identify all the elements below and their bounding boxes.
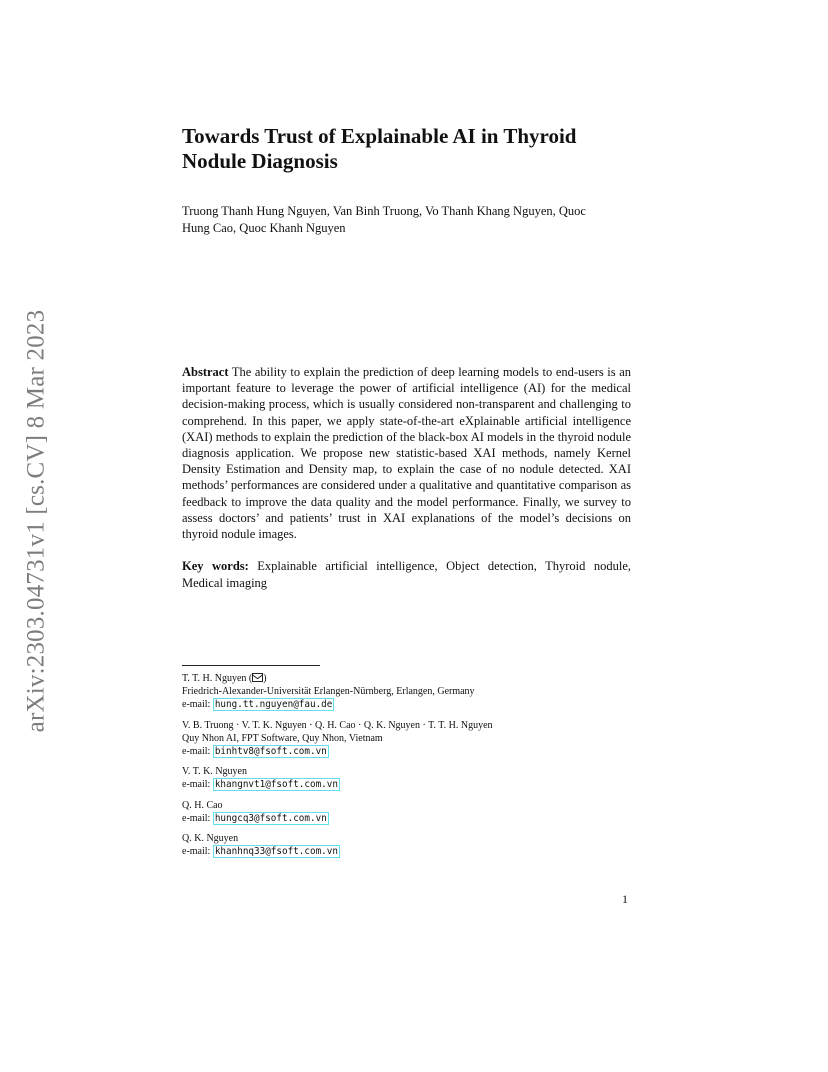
group-affiliation: Quy Nhon AI, FPT Software, Quy Nhon, Vietnam — [182, 732, 383, 744]
author-footnotes — [182, 672, 602, 865]
corresponding-author-name-close: ) — [263, 673, 267, 684]
title-line: Towards Trust of Explainable AI in Thyroid — [182, 124, 577, 148]
footnote-author — [182, 799, 602, 825]
keywords-label: Key words: — [182, 559, 249, 573]
authors-line: Hung Cao, Quoc Khanh Nguyen — [182, 221, 346, 235]
corresponding-author-affiliation: Friedrich-Alexander-Universität Erlangen-Nürnberg, Erlangen, Germany — [182, 686, 475, 698]
footnote-corresponding-author — [182, 672, 602, 712]
email-label: e-mail: — [182, 846, 211, 858]
corresponding-author-name: T. T. H. Nguyen ( — [182, 673, 253, 684]
arxiv-identifier-text: arXiv:2303.04731v1 [cs.CV] 8 Mar 2023 — [22, 309, 49, 733]
abstract-label: Abstract — [182, 365, 229, 379]
author-name: V. T. K. Nguyen — [182, 766, 247, 778]
email-link[interactable]: khangnvt1@fsoft.com.vn — [214, 779, 338, 791]
email-label: e-mail: — [182, 746, 211, 758]
page-number: 1 — [622, 892, 628, 906]
author-name: Q. K. Nguyen — [182, 833, 239, 845]
email-link[interactable]: binhtv8@fsoft.com.vn — [214, 746, 327, 758]
email-label: e-mail: — [182, 779, 211, 791]
title-line: Nodule Diagnosis — [182, 149, 338, 173]
envelope-icon — [252, 673, 263, 682]
footnote-author — [182, 832, 602, 858]
paper-title — [182, 124, 642, 174]
keywords-text: Explainable artificial intelligence, Object detection, Thyroid nodule, Medical imaging — [182, 559, 631, 590]
email-link[interactable]: hung.tt.nguyen@fau.de — [214, 699, 333, 711]
footnote-group-affiliation — [182, 719, 602, 759]
abstract-text: The ability to explain the prediction of deep learning models to end-users is an important feature to leverage the power of artificial intelligence (AI) for the medical decision-making process, which is usually considered non-transparent and challenging to comprehend. In this paper, we apply state-of-the-art eXplainable artificial intelligence (XAI) methods to explain the prediction of the black-box AI models in the thyroid nodule diagnosis application. We propose new statistic-based XAI methods, namely Kernel Density Estimation and Density map, to explain the case of no nodule detected. XAI methods’ performances are considered under a qualitative and quantitative comparison as feedback to improve the data quality and the model performance. Finally, we survey to assess doctors’ and patients’ trust in XAI explanations of the model’s decisions on thyroid nodule images. — [182, 365, 631, 542]
author-name: Q. H. Cao — [182, 799, 223, 811]
email-label: e-mail: — [182, 699, 211, 711]
authors-line: Truong Thanh Hung Nguyen, Van Binh Truong, Vo Thanh Khang Nguyen, Quoc — [182, 204, 586, 218]
author-list — [182, 203, 632, 237]
email-link[interactable]: hungcq3@fsoft.com.vn — [214, 812, 327, 824]
arxiv-identifier — [14, 290, 58, 752]
footnote-author — [182, 765, 602, 791]
group-author-names: V. B. Truong · V. T. K. Nguyen · Q. H. Cao · Q. K. Nguyen · T. T. H. Nguyen — [182, 719, 493, 731]
email-label: e-mail: — [182, 812, 211, 824]
email-link[interactable]: khanhnq33@fsoft.com.vn — [214, 846, 338, 858]
abstract — [182, 364, 631, 542]
footnote-rule — [182, 665, 320, 666]
keywords — [182, 558, 631, 591]
